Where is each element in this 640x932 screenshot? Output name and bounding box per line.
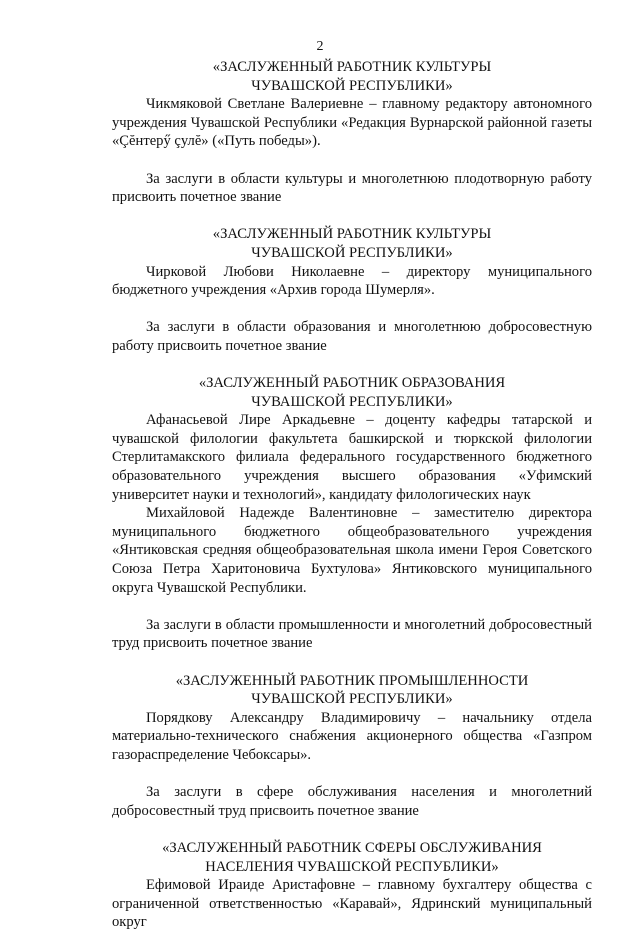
paragraph: Афанасьевой Лире Аркадьевне – доценту кафедры татарской и чувашской филологии факультета башкирской и тюркской филологии Стерлитамакского филиала федерального государственного бюджетного образовательного учреждения высшего образования «Уфимский университет науки и технологий», кандидату филологических наук [112,412,592,503]
honorary-title [112,839,592,876]
paragraph-spacer [112,207,592,226]
honorary-title [112,225,592,262]
paragraph: За заслуги в области образования и многолетнюю добросовестную работу присвоить почетное звание [112,319,592,354]
paragraph: За заслуги в сфере обслуживания населения и многолетний добросовестный труд присвоить почетное звание [112,784,592,819]
honorary-title-line: ЧУВАШСКОЙ РЕСПУБЛИКИ» [251,244,453,261]
honorary-title [112,374,592,411]
honorary-title-line: ЧУВАШСКОЙ РЕСПУБЛИКИ» [251,393,453,410]
paragraph: За заслуги в области промышленности и многолетний добросовестный труд присвоить почетное звание [112,616,592,652]
paragraph-spacer [112,765,592,784]
honorary-title-line: НАСЕЛЕНИЯ ЧУВАШСКОЙ РЕСПУБЛИКИ» [205,858,499,875]
honorary-title-line: «ЗАСЛУЖЕННЫЙ РАБОТНИК ОБРАЗОВАНИЯ [198,375,506,392]
paragraph-spacer [112,151,592,170]
page-number: 2 [316,39,324,54]
paragraph-spacer [112,820,592,839]
paragraph-spacer [112,597,592,616]
paragraph: Чирковой Любови Николаевне – директору муниципального бюджетного учреждения «Архив города Шумерля». [112,263,592,299]
paragraph: Порядкову Александру Владимировичу – начальнику отдела материально-технического снабжения акционерного общества «Газпром газораспределение Чебоксары». [112,709,592,763]
paragraph-spacer [112,300,592,319]
paragraph-spacer [112,653,592,672]
honorary-title-line: «ЗАСЛУЖЕННЫЙ РАБОТНИК СФЕРЫ ОБСЛУЖИВАНИЯ [162,839,542,856]
honorary-title-line: «ЗАСЛУЖЕННЫЙ РАБОТНИК КУЛЬТУРЫ [212,226,492,243]
paragraph: За заслуги в области культуры и многолетнюю плодотворную работу присвоить почетное звание [112,170,592,206]
paragraph-spacer [112,356,592,375]
honorary-title-line: ЧУВАШСКОЙ РЕСПУБЛИКИ» [251,691,453,708]
honorary-title-line: ЧУВАШСКОЙ РЕСПУБЛИКИ» [251,77,453,94]
honorary-title [112,58,592,95]
document-body [112,58,592,932]
paragraph: Чикмяковой Светлане Валериевне – главному редактору автономного учреждения Чувашской Республики «Редакция Вурнарской районной газеты «Çĕнтерӳ çулĕ» («Путь победы»). [112,96,592,150]
honorary-title [112,672,592,709]
paragraph: Михайловой Надежде Валентиновне – заместителю директора муниципального бюджетного общеобразовательного учреждения «Янтиковская средняя общеобразовательная школа имени Героя Советского Союза Петра Харитоновича Бухтулова» Янтиковского муниципального округа Чувашской Республики. [112,505,592,596]
honorary-title-line: «ЗАСЛУЖЕННЫЙ РАБОТНИК КУЛЬТУРЫ [212,59,492,75]
honorary-title-line: «ЗАСЛУЖЕННЫЙ РАБОТНИК ПРОМЫШЛЕННОСТИ [175,672,529,689]
paragraph: Ефимовой Ираиде Аристафовне – главному бухгалтеру общества с ограниченной ответственностью «Каравай», Ядринский муниципальный округ [112,877,592,931]
